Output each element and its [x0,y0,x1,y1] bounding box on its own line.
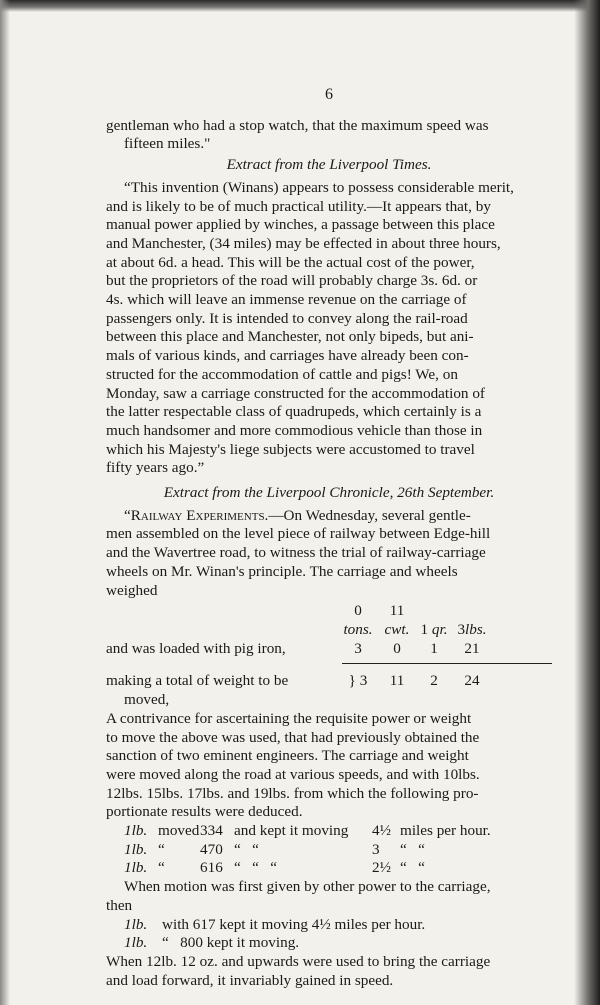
motion-paragraph [106,878,552,953]
text-line: 4s. which will leave an immense revenue on the carriage of [106,291,467,309]
text-line [106,507,552,526]
contrivance-paragraph [106,710,552,822]
weight-cell: 11 cwt. [384,602,410,638]
text-line: to move the above was used, that had previously obtained the [106,728,480,746]
weight-cell: 11 [389,672,405,690]
text-line: between this place and Manchester, not only bipeds, but ani- [106,328,474,346]
weights-row-carriage [106,602,552,639]
text-line: and the Wavertree road, to witness the trial of railway-carriage [106,544,486,562]
scan-edge-left [0,0,10,1005]
weight-cell: 0 [393,639,401,657]
text-line: weighed [106,581,158,599]
weights-row-loaded [106,640,552,659]
closing-paragraph [106,953,552,990]
text-line: were moved along the road at various speeds, and with 10lbs. [106,765,480,783]
result-row: 1lb. “ 470 “ “ 3 “ “ [124,840,425,858]
scan-edge-right [574,0,600,1005]
chronicle-lead: “Railway Experiments. [124,506,269,524]
page-number: 6 [325,86,333,103]
weights-row-total [106,672,552,691]
text-line: then [106,896,133,914]
text-line: portionate results were deduced. [106,803,303,821]
text-line: and is likely to be of much practical utility.—It appears that, by [106,197,491,215]
text-line: structed for the accommodation of cattle and pigs! We, on [106,365,458,383]
weights-table [106,602,552,710]
weight-cell: 1 [430,639,438,657]
text-line: at about 6d. a head. This will be the actual cost of the power, [106,253,475,271]
weights-loaded-label: and was loaded with pig iron, [106,639,286,657]
weights-total-label-2: moved, [124,691,170,709]
weight-cell: 3lbs. [457,620,487,638]
text-line: Monday, saw a carriage constructed for the accommodation of [106,384,485,402]
sum-rule [342,663,552,664]
result-row: 1lb. moved 334 and kept it moving 4½ miles per hour. [124,822,491,840]
text-line: mals of various kinds, and carriages have already been con- [106,347,469,365]
result-row: 1lb. “ 616 “ “ “ 2½ “ “ [124,859,425,877]
text-line: but the proprietors of the road will probably charge 3s. 6d. or [106,272,478,290]
weight-cell: 1 qr. [420,620,448,638]
weight-cell: 24 [464,672,480,690]
text-block [106,86,552,990]
text-line: fifteen miles." [124,135,211,153]
weight-cell: 0 tons. [343,602,373,638]
text-line: fifty years ago.” [106,459,205,477]
text-line: the latter respectable class of quadrupeds, which certainly is a [106,403,482,421]
text-line: A contrivance for ascertaining the requisite power or weight [106,709,472,727]
heading-liverpool-times: Extract from the Liverpool Times. [226,156,432,174]
text-line: gentleman who had a stop watch, that the maximum speed was [106,116,489,134]
text-line: sanction of two eminent engineers. The carriage and weight [106,747,469,765]
intro-paragraph [106,117,552,154]
text-line: which his Majesty's liege subjects were accustomed to travel [106,440,475,458]
text-line: manual power applied by winches, a passage between this place [106,216,495,234]
text-line: wheels on Mr. Winan's principle. The carriage and wheels [106,562,458,580]
results-list [106,822,552,878]
motion-result-row: 1lb. “ 800 kept it moving. [124,934,300,952]
motion-result-row: 1lb. with 617 kept it moving 4½ miles per hour. [124,915,426,933]
weight-cell: } 3 [348,672,368,690]
weight-cell: 2 [430,672,438,690]
weight-cell: 21 [464,639,480,657]
chronicle-extract [106,507,552,601]
text-line: and load forward, it invariably gained in speed. [106,971,394,989]
text-line: When 12lb. 12 oz. and upwards were used to bring the carriage [106,952,491,970]
text-line: and Manchester, (34 miles) may be effected in about three hours, [106,234,501,252]
text-line: 12lbs. 15lbs. 17lbs. and 19lbs. from which the following pro- [106,784,479,802]
text-line: When motion was first given by other power to the carriage, [124,878,491,896]
times-extract [106,179,552,478]
chronicle-first-line: —On Wednesday, several gentle- [268,506,471,524]
weights-total-label: making a total of weight to be [106,672,289,690]
text-line: men assembled on the level piece of railway between Edge-hill [106,525,491,543]
text-line: “This invention (Winans) appears to possess considerable merit, [124,178,514,196]
text-line: passengers only. It is intended to convey along the rail-road [106,309,468,327]
text-line: much handsomer and more commodious vehicle than those in [106,421,483,439]
heading-liverpool-chronicle: Extract from the Liverpool Chronicle, 26th September. [163,484,495,502]
weight-cell: 3 [354,639,362,657]
scan-edge-top [0,0,600,12]
